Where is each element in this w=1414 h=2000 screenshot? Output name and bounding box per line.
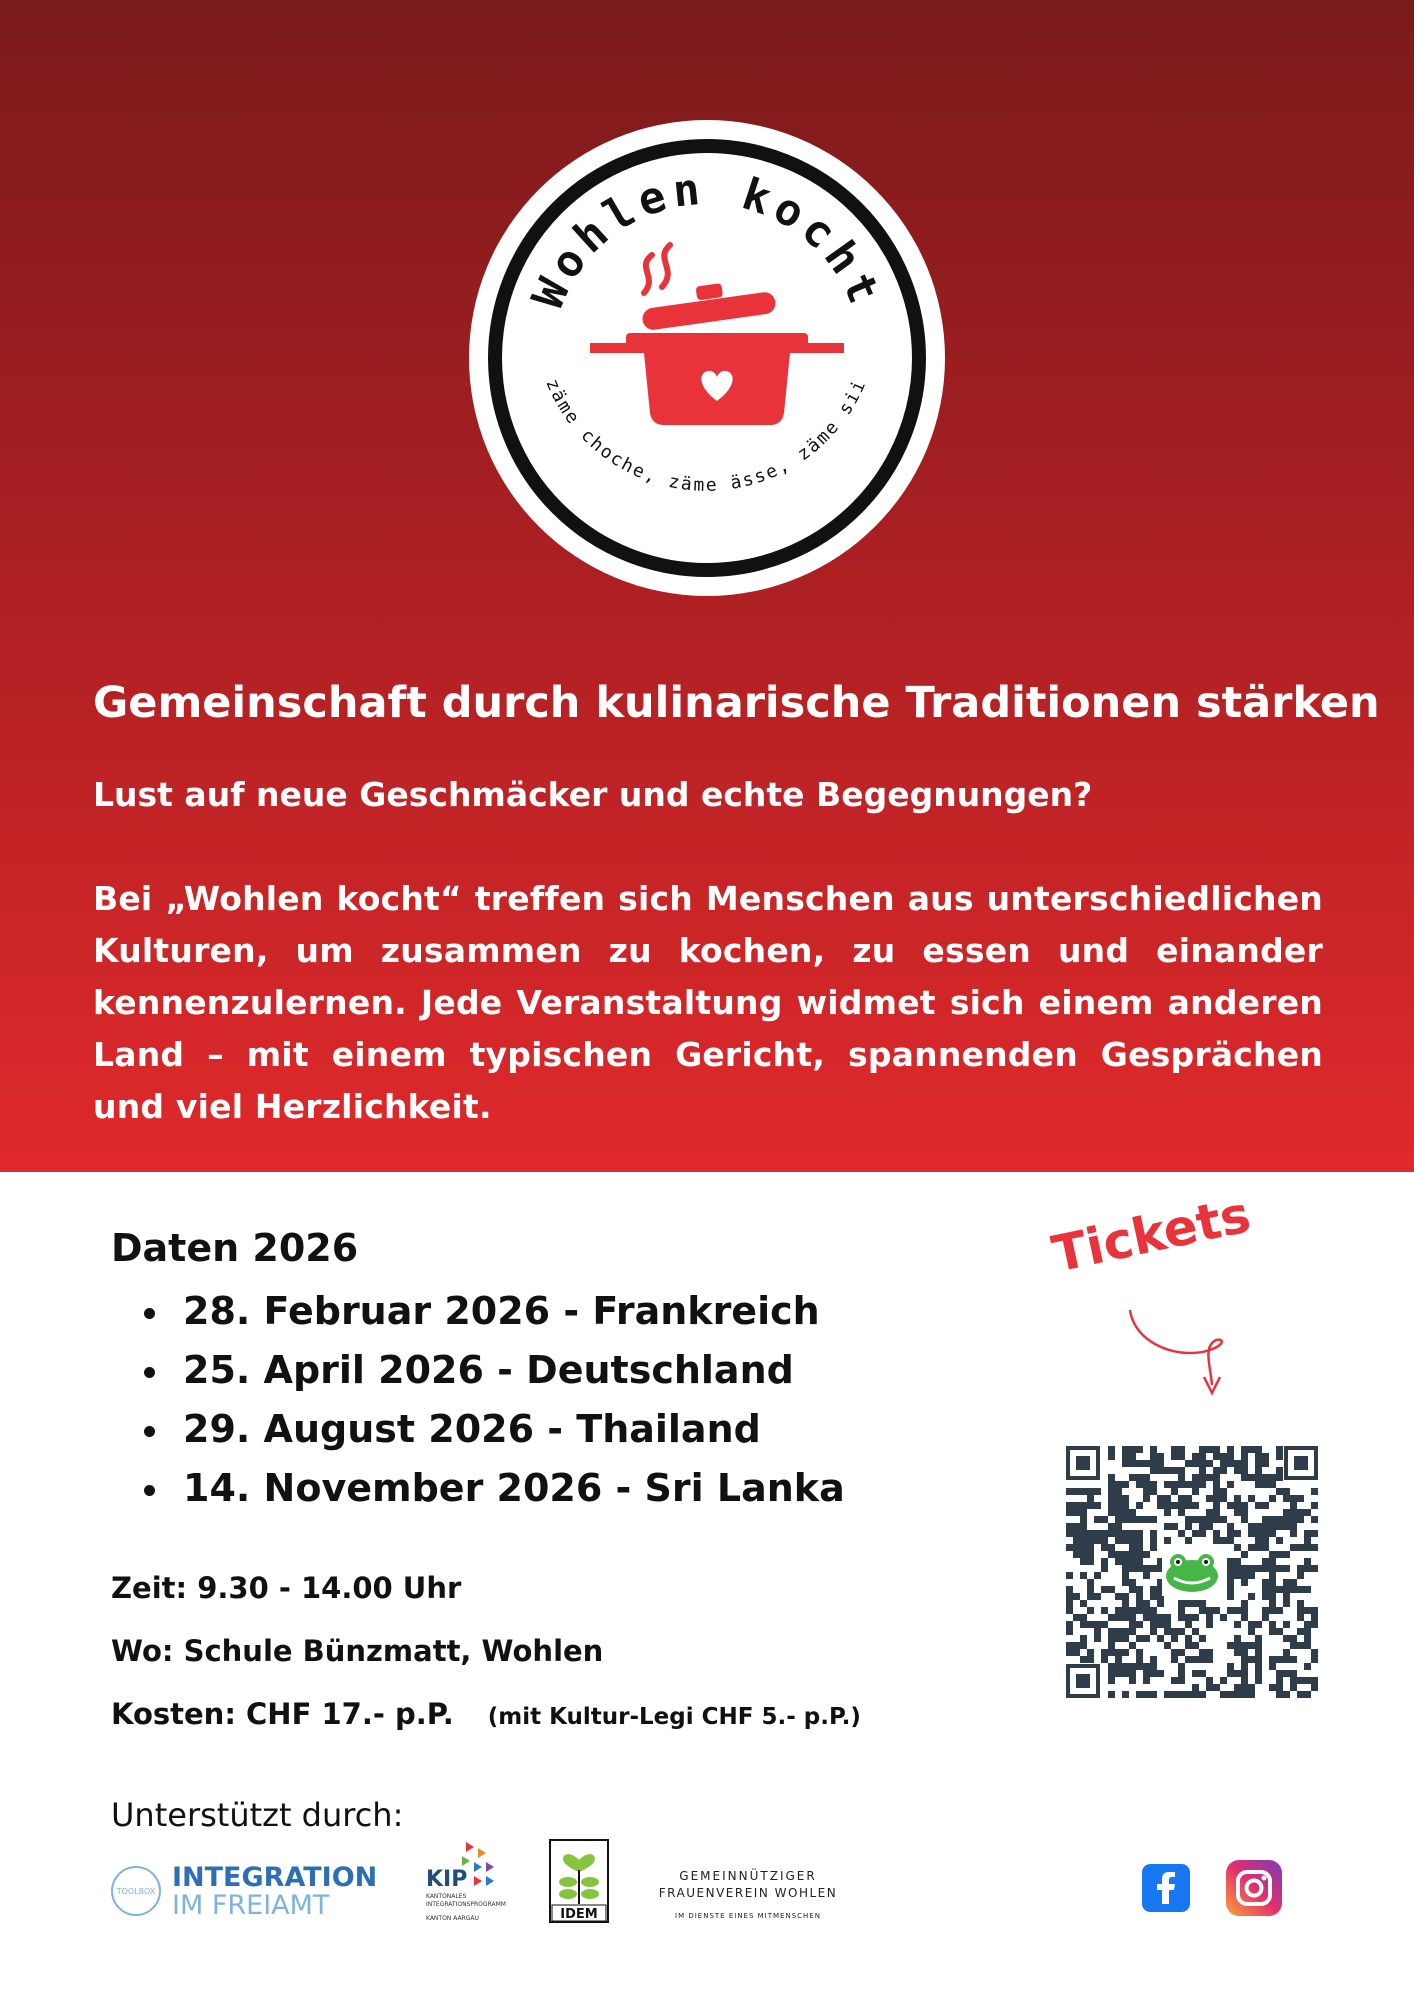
dates-title: Daten 2026 [111, 1226, 359, 1270]
facebook-icon[interactable] [1142, 1864, 1190, 1912]
support-title: Unterstützt durch: [111, 1796, 404, 1834]
qr-code-icon[interactable] [1066, 1446, 1318, 1698]
integration-freiamt-logo [110, 1858, 400, 1920]
kip-logo [422, 1840, 522, 1930]
cost-note: (mit Kultur-Legi CHF 5.- p.P.) [487, 1704, 861, 1730]
frog-icon [1162, 1546, 1222, 1596]
date-item: 25. April 2026 - Deutschland [111, 1341, 845, 1400]
intro-paragraph: Bei „Wohlen kocht“ treffen sich Menschen aus unterschiedlichen Kulturen, um zusammen zu kochen, zu essen und einander kennenzulernen. Jede Veranstaltung widmet sich einem anderen Land – mit einem typischen Gericht, spannenden Gesprächen und viel Herzlichkeit. [93, 879, 1323, 1126]
idem-name: IDEM [560, 1907, 598, 1922]
frauenverein-line2: FRAUENVEREIN WOHLEN [658, 1886, 838, 1900]
kip-line2: INTEGRATIONSPROGRAMM [426, 1901, 506, 1908]
frauenverein-logo [628, 1866, 868, 1922]
frauenverein-line1: GEMEINNÜTZIGER [679, 1869, 817, 1883]
date-item: 14. November 2026 - Sri Lanka [111, 1459, 845, 1518]
curved-arrow-icon [1110, 1305, 1240, 1415]
integration-line1: INTEGRATION [172, 1862, 378, 1893]
tickets-label: Tickets [1047, 1185, 1256, 1284]
kip-line3: KANTON AARGAU [426, 1915, 479, 1922]
subheadline: Lust auf neue Geschmäcker und echte Begegnungen? [93, 775, 1093, 814]
kip-line1: KANTONALES [426, 1893, 467, 1900]
event-cost [111, 1697, 861, 1731]
dates-list [111, 1282, 845, 1518]
cost-main: Kosten: CHF 17.- p.P. [111, 1697, 454, 1731]
logo-slogan: zäme choche, zäme ässe, zäme sii [541, 375, 871, 496]
event-time: Zeit: 9.30 - 14.00 Uhr [111, 1571, 462, 1605]
kip-name: KIP [426, 1867, 468, 1892]
logo-title: Wohlen kocht [522, 163, 892, 317]
date-item: 29. August 2026 - Thailand [111, 1400, 845, 1459]
instagram-icon[interactable] [1226, 1860, 1282, 1916]
toolbox-badge: TOOLBOX [116, 1887, 156, 1896]
date-item: 28. Februar 2026 - Frankreich [111, 1282, 845, 1341]
headline: Gemeinschaft durch kulinarische Traditionen stärken [93, 678, 1380, 728]
idem-logo [548, 1838, 610, 1924]
wohlen-kocht-logo [466, 117, 948, 599]
integration-line2: IM FREIAMT [172, 1890, 330, 1920]
frauenverein-line3: IM DIENSTE EINES MITMENSCHEN [675, 1912, 821, 1920]
event-location: Wo: Schule Bünzmatt, Wohlen [111, 1634, 604, 1668]
